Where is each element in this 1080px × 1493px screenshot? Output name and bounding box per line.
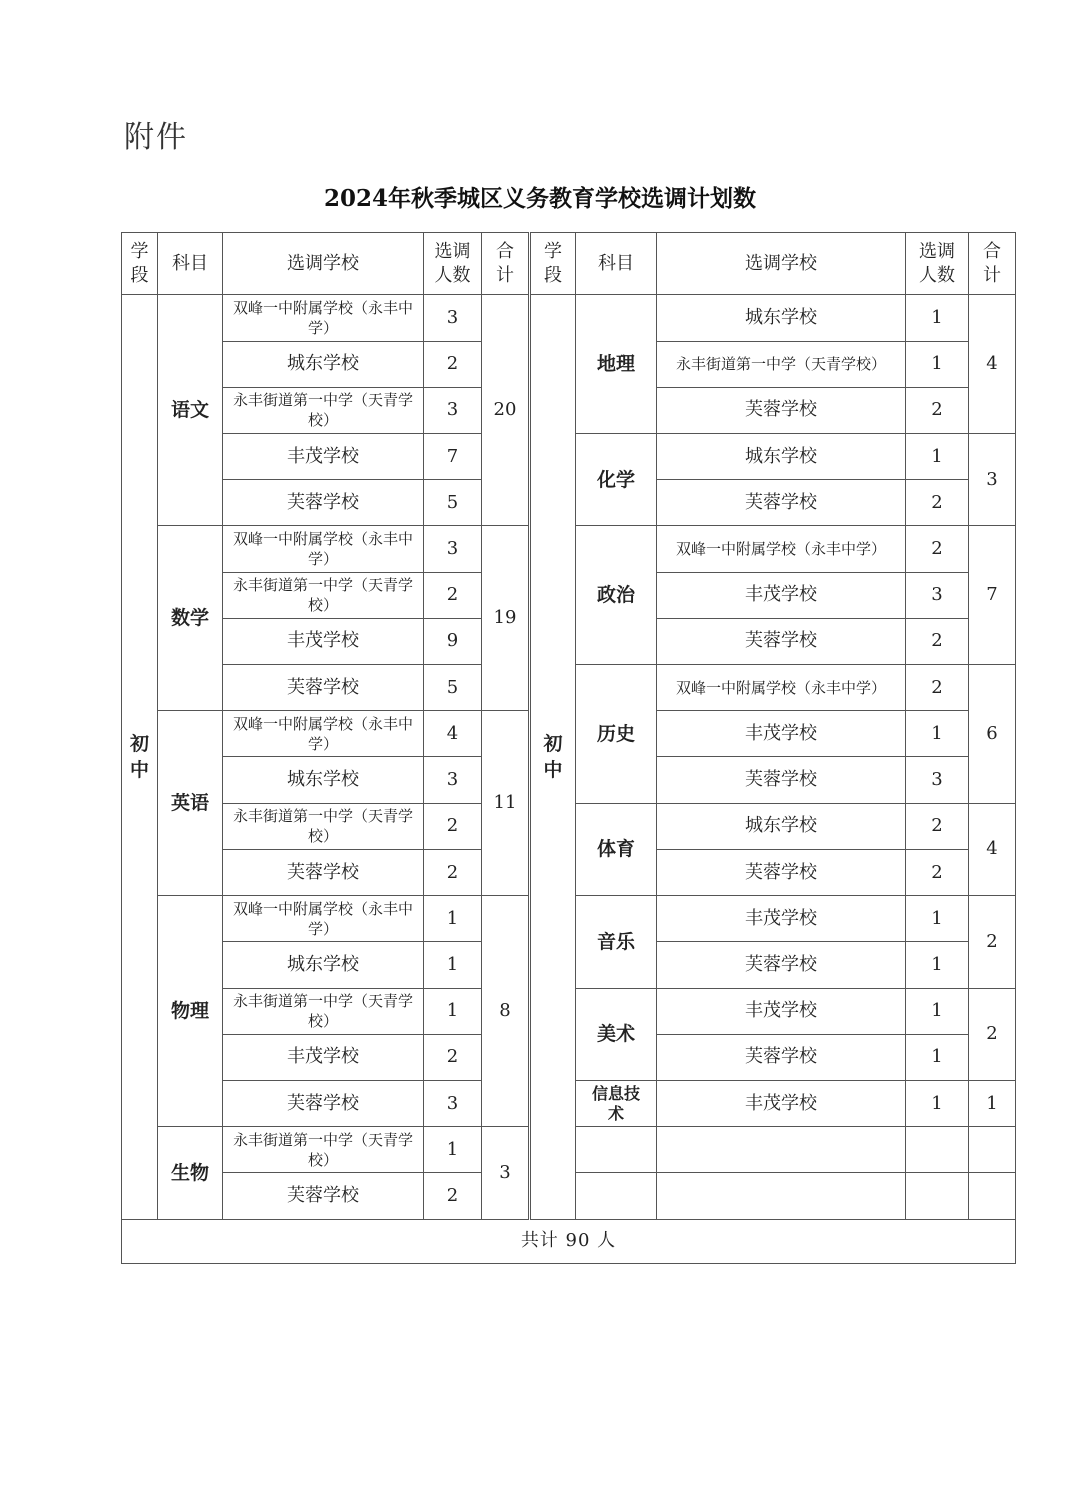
school-cell: 永丰街道第一中学（天青学校） bbox=[223, 572, 424, 618]
school-cell: 芙蓉学校 bbox=[657, 1034, 906, 1080]
school-cell: 双峰一中附属学校（永丰中学） bbox=[657, 526, 906, 572]
table-header-row bbox=[122, 233, 1016, 295]
header-subtotal: 合计 bbox=[482, 233, 530, 295]
header-subject: 科目 bbox=[576, 233, 657, 295]
empty-cell bbox=[906, 1173, 969, 1219]
count-cell: 2 bbox=[424, 1034, 482, 1080]
empty-cell bbox=[657, 1127, 906, 1173]
subject-chemistry: 化学 bbox=[576, 433, 657, 525]
subject-it: 信息技术 bbox=[576, 1081, 657, 1127]
subtotal-art: 2 bbox=[969, 988, 1016, 1080]
count-cell: 2 bbox=[906, 526, 969, 572]
count-cell: 1 bbox=[906, 295, 969, 341]
subject-physics: 物理 bbox=[158, 896, 223, 1127]
school-cell: 丰茂学校 bbox=[657, 711, 906, 757]
school-cell: 丰茂学校 bbox=[657, 1081, 906, 1127]
count-cell: 2 bbox=[906, 849, 969, 895]
header-count: 选调人数 bbox=[424, 233, 482, 295]
school-cell: 丰茂学校 bbox=[223, 433, 424, 479]
subject-history: 历史 bbox=[576, 665, 657, 804]
header-count: 选调人数 bbox=[906, 233, 969, 295]
school-cell: 芙蓉学校 bbox=[223, 480, 424, 526]
school-cell: 永丰街道第一中学（天青学校） bbox=[223, 1127, 424, 1173]
count-cell: 2 bbox=[906, 803, 969, 849]
stage-cell-left: 初中 bbox=[122, 295, 158, 1219]
count-cell: 4 bbox=[424, 711, 482, 757]
stage-cell-right: 初中 bbox=[530, 295, 576, 1219]
subject-art: 美术 bbox=[576, 988, 657, 1080]
empty-cell bbox=[969, 1173, 1016, 1219]
school-cell: 永丰街道第一中学（天青学校） bbox=[223, 803, 424, 849]
school-cell: 城东学校 bbox=[223, 341, 424, 387]
school-cell: 双峰一中附属学校（永丰中学） bbox=[657, 665, 906, 711]
count-cell: 7 bbox=[424, 433, 482, 479]
subject-math: 数学 bbox=[158, 526, 223, 711]
count-cell: 2 bbox=[906, 665, 969, 711]
school-cell: 永丰街道第一中学（天青学校） bbox=[657, 341, 906, 387]
subject-politics: 政治 bbox=[576, 526, 657, 665]
header-stage: 学段 bbox=[122, 233, 158, 295]
document-title: 2024年秋季城区义务教育学校选调计划数 bbox=[323, 185, 756, 212]
table-row bbox=[122, 295, 1016, 341]
subject-english: 英语 bbox=[158, 711, 223, 896]
count-cell: 5 bbox=[424, 665, 482, 711]
count-cell: 1 bbox=[906, 433, 969, 479]
count-cell: 2 bbox=[424, 803, 482, 849]
header-subject: 科目 bbox=[158, 233, 223, 295]
school-cell: 芙蓉学校 bbox=[223, 665, 424, 711]
subject-geography: 地理 bbox=[576, 295, 657, 434]
count-cell: 1 bbox=[906, 1034, 969, 1080]
subtotal-physics: 8 bbox=[482, 896, 530, 1127]
count-cell: 3 bbox=[424, 1081, 482, 1127]
count-cell: 1 bbox=[424, 942, 482, 988]
school-cell: 丰茂学校 bbox=[657, 896, 906, 942]
empty-cell bbox=[906, 1127, 969, 1173]
subtotal-math: 19 bbox=[482, 526, 530, 711]
subject-chinese: 语文 bbox=[158, 295, 223, 526]
school-cell: 永丰街道第一中学（天青学校） bbox=[223, 387, 424, 433]
count-cell: 1 bbox=[906, 942, 969, 988]
count-cell: 2 bbox=[424, 341, 482, 387]
count-cell: 1 bbox=[906, 896, 969, 942]
count-cell: 2 bbox=[424, 1173, 482, 1219]
count-cell: 3 bbox=[906, 572, 969, 618]
school-cell: 城东学校 bbox=[223, 942, 424, 988]
count-cell: 2 bbox=[906, 387, 969, 433]
header-school: 选调学校 bbox=[223, 233, 424, 295]
count-cell: 1 bbox=[424, 1127, 482, 1173]
school-cell: 丰茂学校 bbox=[657, 988, 906, 1034]
subtotal-history: 6 bbox=[969, 665, 1016, 804]
subtotal-music: 2 bbox=[969, 896, 1016, 988]
recruitment-plan-table bbox=[121, 232, 1016, 1264]
subtotal-politics: 7 bbox=[969, 526, 1016, 665]
school-cell: 双峰一中附属学校（永丰中学） bbox=[223, 526, 424, 572]
subject-pe: 体育 bbox=[576, 803, 657, 895]
count-cell: 2 bbox=[906, 618, 969, 664]
count-cell: 3 bbox=[424, 757, 482, 803]
grand-total-row bbox=[122, 1219, 1016, 1263]
school-cell: 芙蓉学校 bbox=[223, 1081, 424, 1127]
school-cell: 丰茂学校 bbox=[223, 618, 424, 664]
subtotal-pe: 4 bbox=[969, 803, 1016, 895]
school-cell: 芙蓉学校 bbox=[223, 849, 424, 895]
count-cell: 9 bbox=[424, 618, 482, 664]
school-cell: 芙蓉学校 bbox=[223, 1173, 424, 1219]
header-school: 选调学校 bbox=[657, 233, 906, 295]
empty-cell bbox=[576, 1127, 657, 1173]
school-cell: 芙蓉学校 bbox=[657, 942, 906, 988]
school-cell: 芙蓉学校 bbox=[657, 849, 906, 895]
count-cell: 3 bbox=[906, 757, 969, 803]
school-cell: 芙蓉学校 bbox=[657, 387, 906, 433]
school-cell: 城东学校 bbox=[657, 803, 906, 849]
subtotal-chinese: 20 bbox=[482, 295, 530, 526]
count-cell: 1 bbox=[906, 341, 969, 387]
count-cell: 5 bbox=[424, 480, 482, 526]
subject-biology: 生物 bbox=[158, 1127, 223, 1219]
subtotal-chemistry: 3 bbox=[969, 433, 1016, 525]
count-cell: 2 bbox=[424, 572, 482, 618]
school-cell: 城东学校 bbox=[223, 757, 424, 803]
school-cell: 芙蓉学校 bbox=[657, 480, 906, 526]
school-cell: 双峰一中附属学校（永丰中学） bbox=[223, 295, 424, 341]
header-subtotal: 合计 bbox=[969, 233, 1016, 295]
count-cell: 1 bbox=[906, 711, 969, 757]
subtotal-it: 1 bbox=[969, 1081, 1016, 1127]
subtotal-geography: 4 bbox=[969, 295, 1016, 434]
empty-cell bbox=[657, 1173, 906, 1219]
subject-music: 音乐 bbox=[576, 896, 657, 988]
count-cell: 1 bbox=[424, 896, 482, 942]
school-cell: 双峰一中附属学校（永丰中学） bbox=[223, 896, 424, 942]
header-stage: 学段 bbox=[530, 233, 576, 295]
count-cell: 3 bbox=[424, 387, 482, 433]
count-cell: 1 bbox=[424, 988, 482, 1034]
school-cell: 城东学校 bbox=[657, 295, 906, 341]
school-cell: 永丰街道第一中学（天青学校） bbox=[223, 988, 424, 1034]
count-cell: 3 bbox=[424, 295, 482, 341]
subtotal-biology: 3 bbox=[482, 1127, 530, 1219]
empty-cell bbox=[969, 1127, 1016, 1173]
school-cell: 丰茂学校 bbox=[223, 1034, 424, 1080]
count-cell: 3 bbox=[424, 526, 482, 572]
count-cell: 2 bbox=[906, 480, 969, 526]
school-cell: 双峰一中附属学校（永丰中学） bbox=[223, 711, 424, 757]
count-cell: 1 bbox=[906, 988, 969, 1034]
subtotal-english: 11 bbox=[482, 711, 530, 896]
count-cell: 1 bbox=[906, 1081, 969, 1127]
empty-cell bbox=[576, 1173, 657, 1219]
count-cell: 2 bbox=[424, 849, 482, 895]
grand-total: 共计 90 人 bbox=[122, 1219, 1016, 1263]
school-cell: 芙蓉学校 bbox=[657, 618, 906, 664]
school-cell: 丰茂学校 bbox=[657, 572, 906, 618]
attachment-label: 附件 bbox=[124, 120, 188, 155]
school-cell: 芙蓉学校 bbox=[657, 757, 906, 803]
school-cell: 城东学校 bbox=[657, 433, 906, 479]
